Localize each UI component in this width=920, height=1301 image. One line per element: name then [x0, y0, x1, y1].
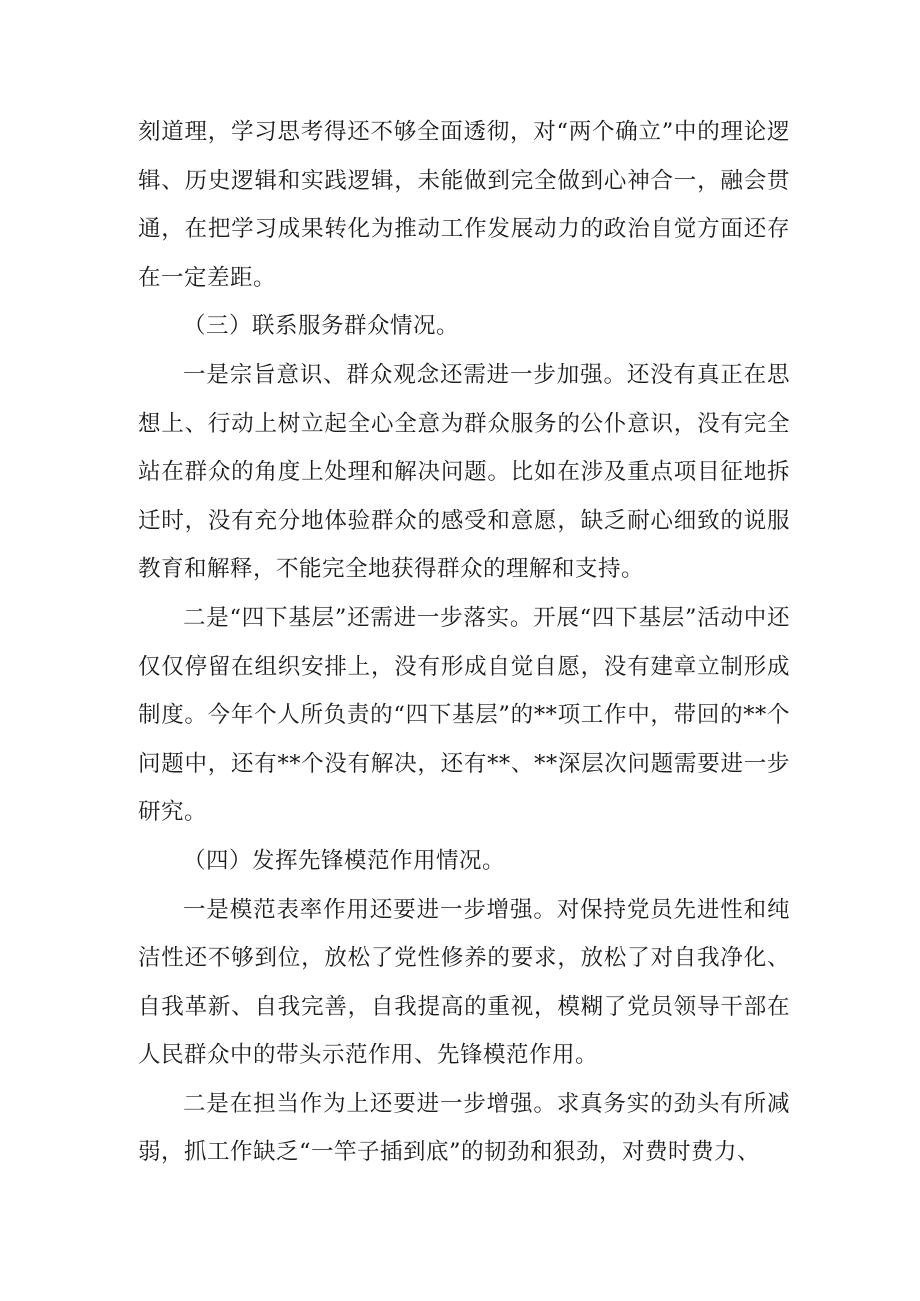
paragraph-continued-study: 刻道理，学习思考得还不够全面透彻，对“两个确立”中的理论逻辑、历史逻辑和实践逻辑，未能做到完全做到心神合一，融会贯通，在把学习成果转化为推动工作发展动力的政治自觉方面还存在一定差距。 — [138, 119, 790, 291]
paragraph-responsibility: 二是在担当作为上还要进一步增强。求真务实的劲头有所减弱，抓工作缺乏“一竿子插到底”的韧劲和狠劲，对费时费力、 — [138, 1090, 790, 1166]
document-page — [138, 108, 790, 1177]
section-heading-contact-masses: （三）联系服务群众情况。 — [183, 313, 460, 340]
paragraph-four-grassroots: 二是“四下基层”还需进一步落实。开展“四下基层”活动中还仅仅停留在组织安排上，没有形成自觉自愿，没有建章立制形成制度。今年个人所负责的“四下基层”的**项工作中，带回的**个问题中，还有**个没有解决，还有**、**深层次问题需要进一步研究。 — [138, 604, 790, 826]
paragraph-exemplary-role: 一是模范表率作用还要进一步增强。对保持党员先进性和纯洁性还不够到位，放松了党性修养的要求，放松了对自我净化、自我革新、自我完善，自我提高的重视，模糊了党员领导干部在人民群众中的带头示范作用、先锋模范作用。 — [138, 896, 790, 1069]
section-heading-vanguard-role: （四）发挥先锋模范作用情况。 — [183, 847, 506, 874]
paragraph-purpose-awareness: 一是宗旨意识、群众观念还需进一步加强。还没有真正在思想上、行动上树立起全心全意为群众服务的公仆意识，没有完全站在群众的角度上处理和解决问题。比如在涉及重点项目征地拆迁时，没有充分地体验群众的感受和意愿，缺乏耐心细致的说服教育和解释，不能完全地获得群众的理解和支持。 — [138, 361, 790, 583]
